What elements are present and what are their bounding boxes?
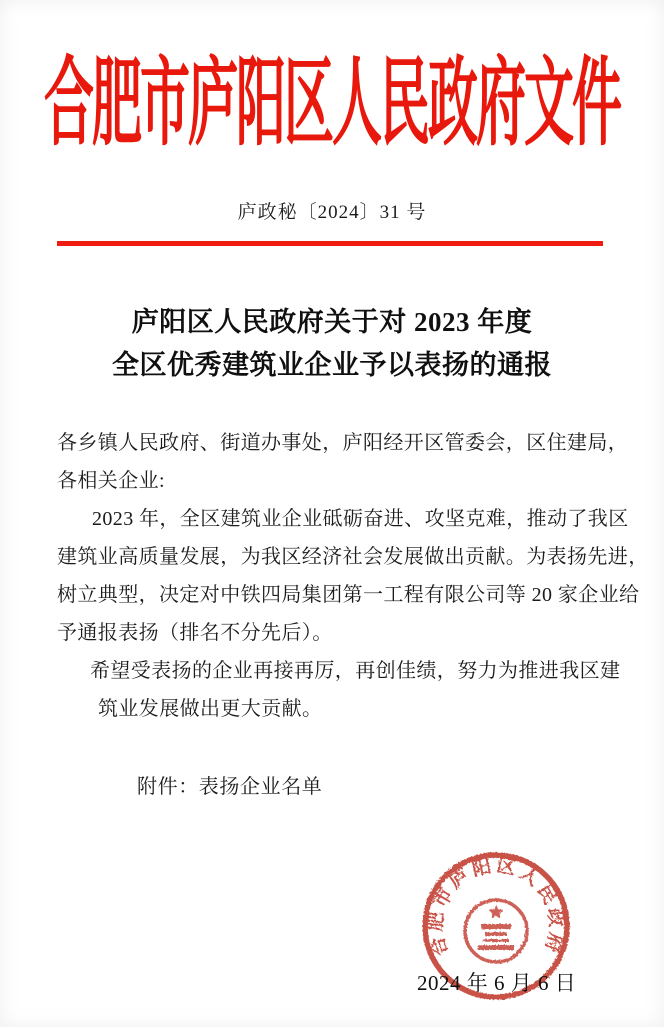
body-line: 各相关企业: [57, 470, 165, 492]
attachment-line: 附件：表扬企业名单 [137, 776, 323, 798]
body-line: 予通报表扬（排名不分先后）。 [57, 622, 333, 644]
body-line: 2023 年，全区建筑业企业砥砺奋进、攻坚克难，推动了我区 [92, 508, 629, 530]
body-line: 各乡镇人民政府、街道办事处，庐阳经开区管委会，区住建局， [57, 432, 629, 454]
doc-title-line2: 全区优秀建筑业企业予以表扬的通报 [112, 350, 552, 380]
body-line: 树立典型，决定对中铁四局集团第一工程有限公司等 20 家企业给 [57, 584, 640, 606]
body-line: 筑业发展做出更大贡献。 [98, 698, 323, 720]
body-line: 希望受表扬的企业再接再厉，再创佳绩，努力为推进我区建 [90, 660, 621, 682]
letterhead-org-title: 合肥市庐阳区人民政府文件 [44, 49, 620, 158]
national-emblem-icon [465, 900, 527, 962]
doc-number: 庐政秘〔2024〕31 号 [237, 202, 427, 223]
issue-date: 2024 年 6 月 6 日 [417, 971, 577, 995]
seal-arc-text: 合肥市庐阳区人民政府 [425, 855, 567, 959]
body-text [57, 427, 649, 731]
letterhead-red-rule [57, 241, 603, 246]
doc-title-line1: 庐阳区人民政府关于对 2023 年度 [131, 307, 533, 337]
body-line: 建筑业高质量发展，为我区经济社会发展做出贡献。为表扬先进， [57, 546, 649, 568]
